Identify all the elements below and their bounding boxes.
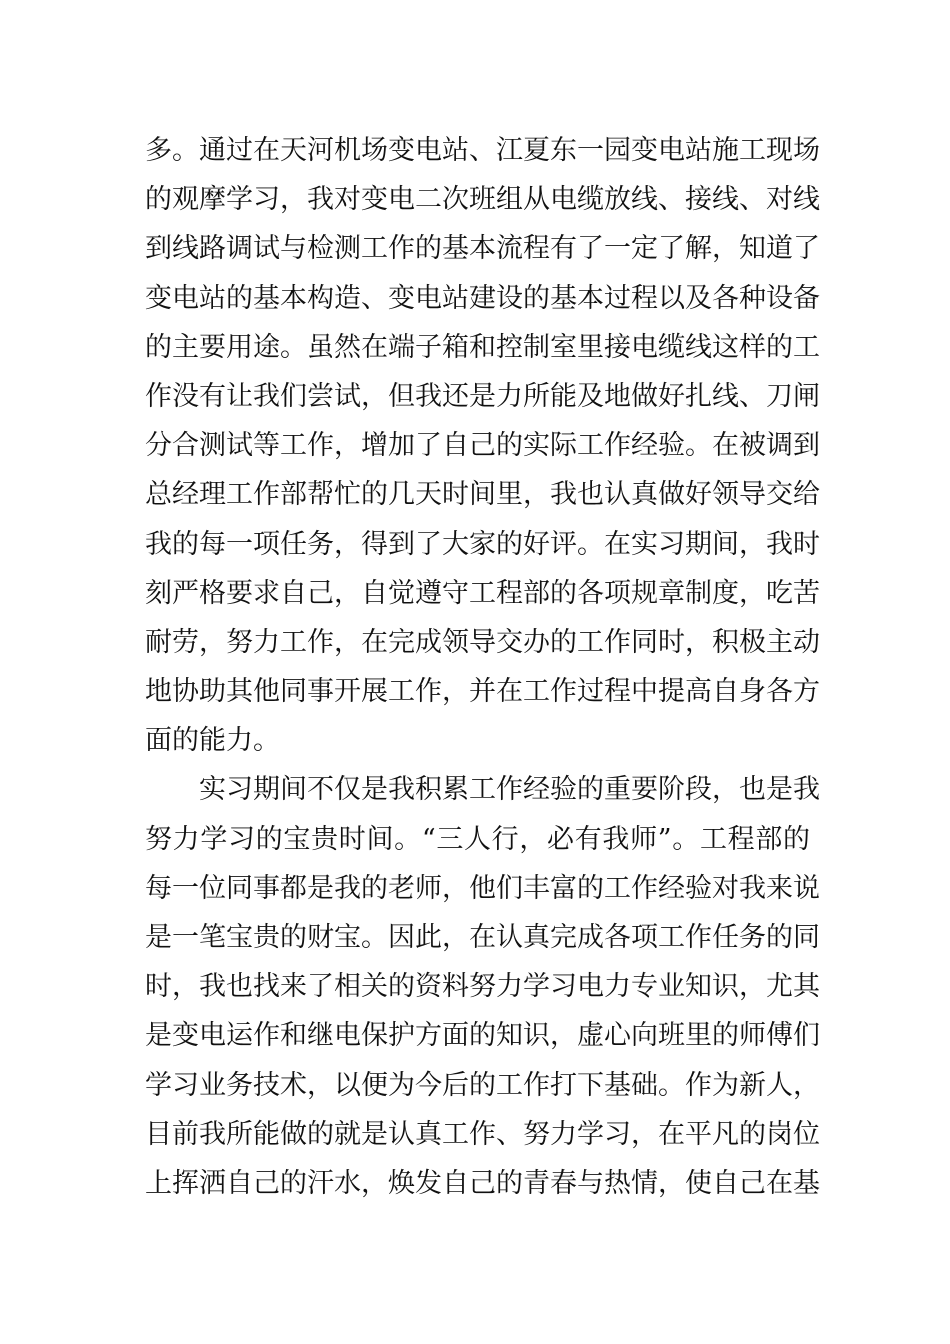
paragraph-end-line: 面的能力。	[145, 725, 280, 757]
text-line: 的观摩学习，我对变电二次班组从电缆放线、接线、对线	[145, 184, 820, 216]
text-line: 目前我所能做的就是认真工作、努力学习，在平凡的岗位	[145, 1118, 820, 1150]
text-line: 学习业务技术，以便为今后的工作打下基础。作为新人，	[145, 1069, 820, 1101]
text-line: 的主要用途。虽然在端子箱和控制室里接电缆线这样的工	[145, 331, 820, 363]
text-line: 分合测试等工作，增加了自己的实际工作经验。在被调到	[145, 430, 820, 462]
text-line: 作没有让我们尝试，但我还是力所能及地做好扎线、刀闸	[145, 380, 820, 412]
text-line: 变电站的基本构造、变电站建设的基本过程以及各种设备	[145, 282, 820, 314]
paragraph-start-line: 实习期间不仅是我积累工作经验的重要阶段，也是我	[199, 774, 820, 806]
text-line: 耐劳，努力工作，在完成领导交办的工作同时，积极主动	[145, 626, 820, 658]
text-line: 刻严格要求自己，自觉遵守工程部的各项规章制度，吃苦	[145, 577, 820, 609]
text-line: 地协助其他同事开展工作，并在工作过程中提高自身各方	[145, 676, 820, 708]
text-line: 总经理工作部帮忙的几天时间里，我也认真做好领导交给	[145, 479, 820, 511]
text-line: 时，我也找来了相关的资料努力学习电力专业知识，尤其	[145, 971, 820, 1003]
text-line: 是一笔宝贵的财宝。因此，在认真完成各项工作任务的同	[145, 922, 820, 953]
text-line: 上挥洒自己的汗水，焕发自己的青春与热情，使自己在基	[145, 1167, 820, 1199]
text-line: 努力学习的宝贵时间。“三人行，必有我师”。工程部的	[145, 823, 810, 855]
text-line: 多。通过在天河机场变电站、江夏东一园变电站施工现场	[145, 135, 820, 166]
text-line: 到线路调试与检测工作的基本流程有了一定了解，知道了	[145, 233, 820, 265]
body-text	[145, 126, 820, 1208]
text-line: 我的每一项任务，得到了大家的好评。在实习期间，我时	[145, 528, 820, 560]
text-line: 是变电运作和继电保护方面的知识，虚心向班里的师傅们	[145, 1020, 820, 1052]
text-line: 每一位同事都是我的老师，他们丰富的工作经验对我来说	[145, 872, 820, 904]
